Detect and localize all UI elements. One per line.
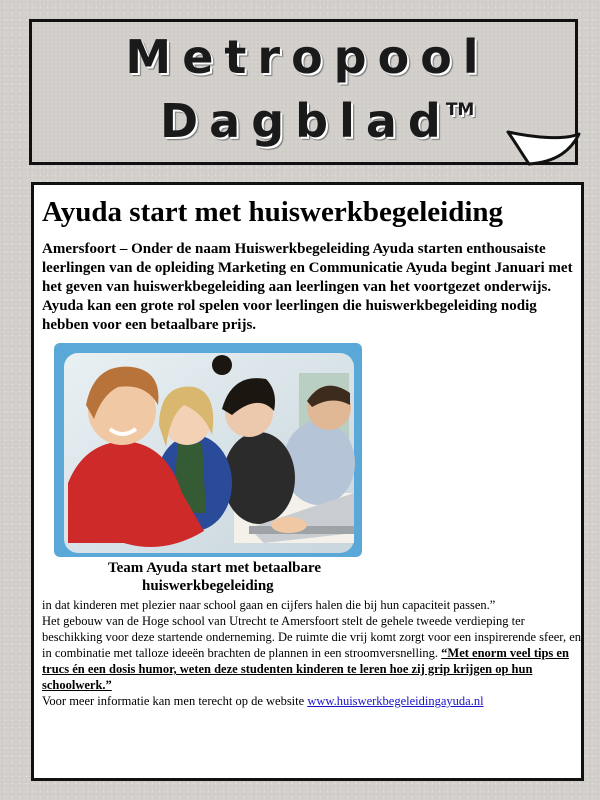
article-lead: Amersfoort – Onder de naam Huiswerkbegeleiding Ayuda starten enthousaiste leerlingen van de opleiding Marketing en Communicatie Ayuda begint Januari met het geven van huiswerkbegeleiding aan leerlingen van het voortgezet onderwijs. Ayuda kan een grote rol spelen voor leerlingen die huiswerkbegeleiding nodig hebben voor een betaalbare prijs.: [42, 241, 573, 333]
article-paragraph-1: in dat kinderen met plezier naar school gaan en cijfers halen die bij hun capaciteit passen.”: [42, 598, 496, 612]
team-photo: [54, 343, 362, 557]
photo-caption-line1: Team Ayuda start met betaalbare: [108, 560, 322, 576]
photo-caption-line2: huiswerkbegeleiding: [142, 578, 274, 594]
more-info-text: Voor meer informatie kan men terecht op de website: [42, 694, 305, 708]
article-headline: Ayuda start met huiswerkbegeleiding: [42, 196, 504, 228]
masthead-title-word: Dagblad: [160, 94, 452, 148]
article-more-info: [42, 693, 582, 709]
trademark-mark: TM: [445, 100, 475, 120]
article-quote: “Met enorm veel tips en trucs én een dosis humor, weten deze studenten kinderen te leren hoe zij grip krijgen op hun schoolwerk.”: [42, 646, 569, 692]
photo-caption: [108, 559, 348, 595]
article-body: [42, 597, 582, 709]
masthead-title-line1: Metropool: [125, 30, 490, 84]
masthead-box: [29, 19, 578, 165]
masthead-title-line2: [160, 94, 474, 148]
page-curl-graphic: [505, 130, 585, 174]
team-photo-illustration: [54, 343, 362, 557]
website-link[interactable]: www.huiswerkbegeleidingayuda.nl: [307, 694, 484, 708]
article-paragraph-2: [42, 613, 582, 693]
article-paragraph-2-text: Het gebouw van de Hoge school van Utrecht te Amersfoort stelt de gehele tweede verdieping ter beschikking voor deze startende onderneming. De ruimte die vrij komt zorgt voor een inspirerende sfeer, en in combinatie met talloze ideeën brachten de plannen in een stroomversnelling.: [42, 614, 582, 660]
